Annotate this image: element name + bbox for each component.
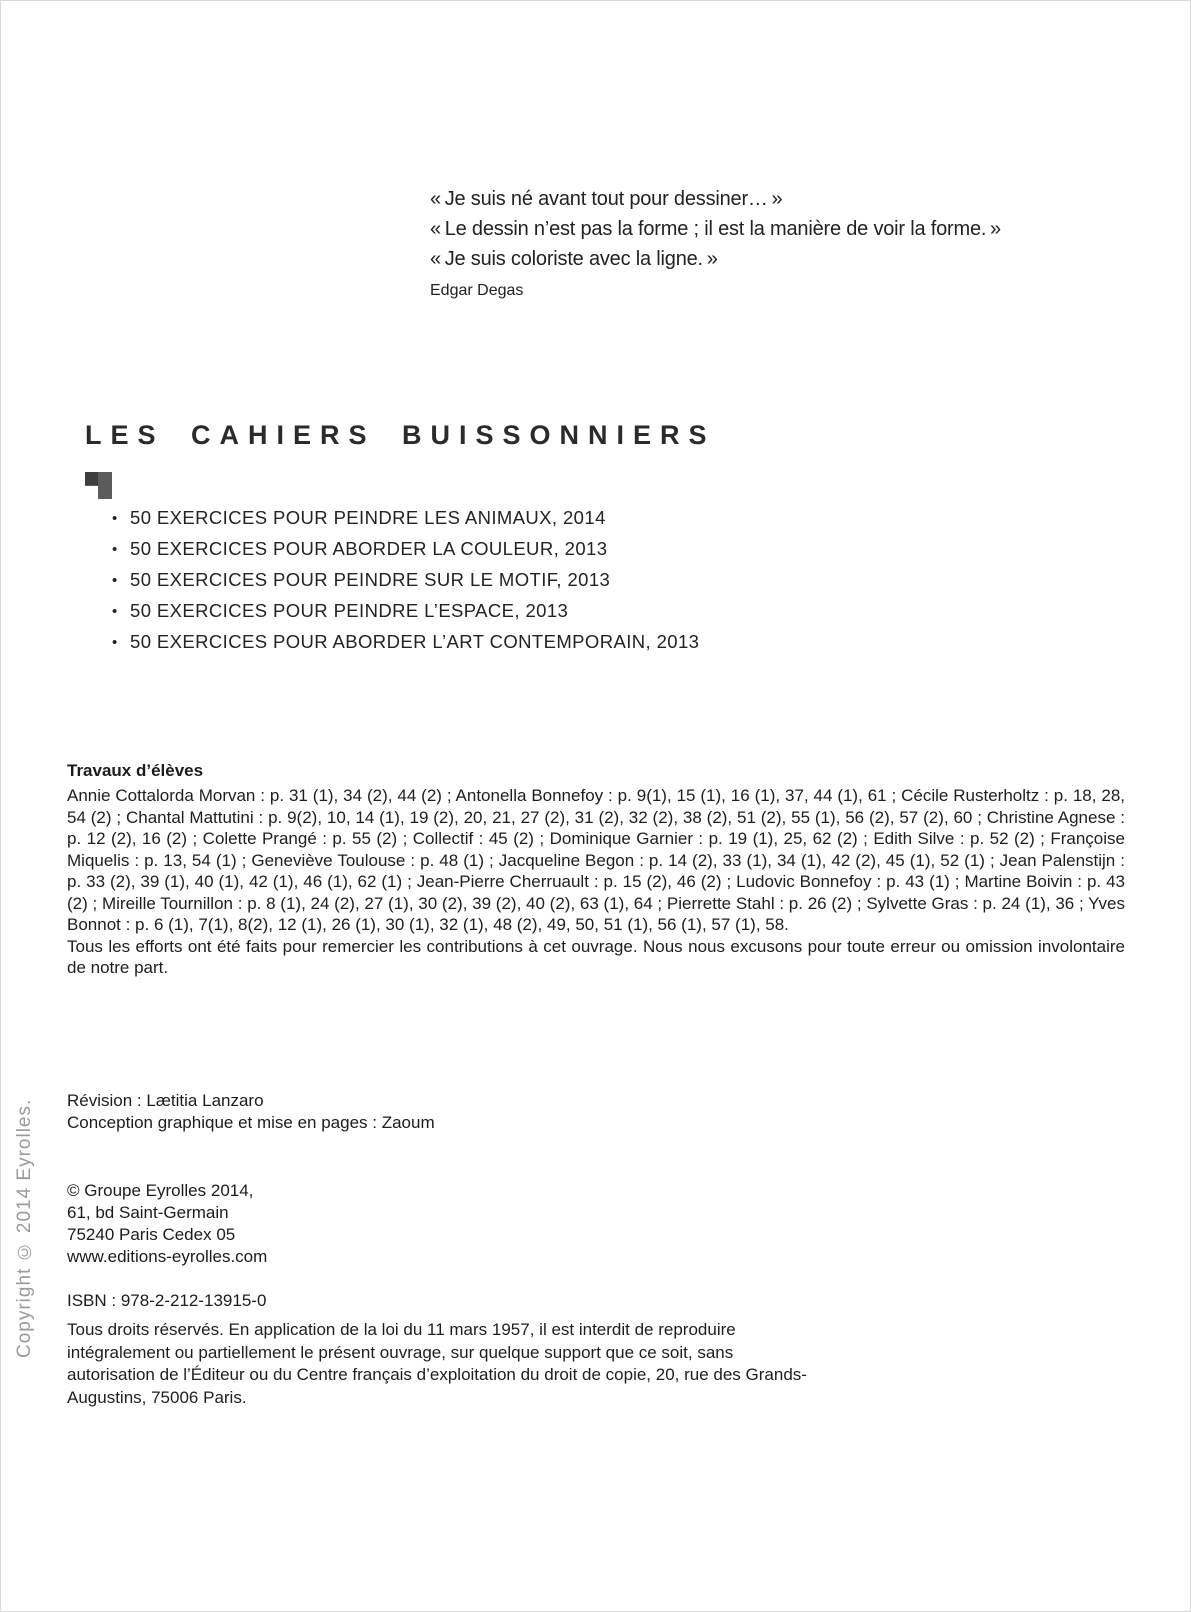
side-copyright-watermark: Copyright © 2014 Eyrolles. xyxy=(14,1098,35,1358)
quote-line-3: « Je suis coloriste avec la ligne. » xyxy=(430,248,718,270)
book-list-item xyxy=(112,565,699,596)
book-list xyxy=(112,503,699,658)
logo-notch-shape xyxy=(85,486,98,499)
publisher-block xyxy=(67,1180,267,1268)
book-title: 50 EXERCICES POUR PEINDRE LES ANIMAUX, 2014 xyxy=(130,507,606,528)
collection-title: LES CAHIERS BUISSONNIERS xyxy=(85,420,716,450)
bullet-icon: • xyxy=(112,572,118,589)
book-title: 50 EXERCICES POUR PEINDRE L’ESPACE, 2013 xyxy=(130,600,569,621)
epigraph-block xyxy=(430,184,1001,302)
publisher-address-line1: 61, bd Saint-Germain xyxy=(67,1203,229,1222)
bullet-icon: • xyxy=(112,603,118,620)
bullet-icon: • xyxy=(112,634,118,651)
book-title: 50 EXERCICES POUR ABORDER L’ART CONTEMPORAIN, 2013 xyxy=(130,631,700,652)
book-list-item xyxy=(112,534,699,565)
quote-line-2: « Le dessin n’est pas la forme ; il est la manière de voir la forme. » xyxy=(430,218,1001,240)
publisher-copyright: © Groupe Eyrolles 2014, xyxy=(67,1181,254,1200)
credits-heading: Travaux d’élèves xyxy=(67,761,204,780)
production-credits xyxy=(67,1090,435,1134)
publisher-address-line2: 75240 Paris Cedex 05 xyxy=(67,1225,236,1244)
quote-line-1: « Je suis né avant tout pour dessiner… » xyxy=(430,188,783,210)
isbn-line: ISBN : 978-2-212-13915-0 xyxy=(67,1291,267,1310)
bullet-icon: • xyxy=(112,541,118,558)
student-credits-section xyxy=(67,760,1125,979)
collection-logo-icon xyxy=(85,472,112,499)
publisher-website: www.editions-eyrolles.com xyxy=(67,1247,268,1266)
credits-body: Annie Cottalorda Morvan : p. 31 (1), 34 (2), 44 (2) ; Antonella Bonnefoy : p. 9(1), 15 (1), 16 (1), 37, 44 (1), 61 ; Cécile Rusterholtz : p. 18, 28, 54 (2) ; Chantal Mattutini : p. 9(2), 10, 14 (1), 19 (2), 20, 21, 27 (2), 31 (2), 32 (2), 38 (2), 51 (2), 55 (1), 56 (2), 57 (2), 60 ; Christine Agnese : p. 12 (2), 16 (2) ; Colette Prangé : p. 55 (2) ; Collectif : 45 (2) ; Dominique Garnier : p. 19 (1), 25, 62 (2) ; Edith Silve : p. 52 (2) ; Françoise Miquelis : p. 13, 54 (1) ; Geneviève Toulouse : p. 48 (1) ; Jacqueline Begon : p. 14 (2), 33 (1), 34 (1), 42 (2), 45 (1), 52 (1) ; Jean Palenstijn : p. 33 (2), 39 (1), 40 (1), 42 (1), 46 (1), 62 (1) ; Jean-Pierre Cherruault : p. 15 (2), 46 (2) ; Ludovic Bonnefoy : p. 43 (1) ; Martine Boivin : p. 43 (2) ; Mireille Tournillon : p. 8 (1), 24 (2), 27 (1), 30 (2), 39 (2), 40 (2), 63 (1), 64 ; Pierrette Stahl : p. 26 (2) ; Sylvette Gras : p. 24 (1), 36 ; Yves Bonnot : p. 6 (1), 7(1), 8(2), 12 (1), 26 (1), 30 (1), 32 (1), 48 (2), 49, 50, 51 (1), 56 (1), 57 (1), 58. xyxy=(67,786,1125,934)
quote-attribution: Edgar Degas xyxy=(430,282,524,299)
legal-block xyxy=(67,1290,812,1409)
book-title: 50 EXERCICES POUR ABORDER LA COULEUR, 2013 xyxy=(130,538,608,559)
design-credit: Conception graphique et mise en pages : Zaoum xyxy=(67,1113,435,1132)
book-list-item xyxy=(112,503,699,534)
book-list-item xyxy=(112,596,699,627)
rights-paragraph: Tous droits réservés. En application de la loi du 11 mars 1957, il est interdit de reproduire intégralement ou partiellement le présent ouvrage, sur quelque support que ce soit, sans autorisation de l’Éditeur ou du Centre français d’exploitation du droit de copie, 20, rue des Grands-Augustins, 75006 Paris. xyxy=(67,1320,807,1407)
revision-credit: Révision : Lætitia Lanzaro xyxy=(67,1091,264,1110)
book-title: 50 EXERCICES POUR PEINDRE SUR LE MOTIF, 2013 xyxy=(130,569,611,590)
book-list-item xyxy=(112,627,699,658)
credits-note: Tous les efforts ont été faits pour remercier les contributions à cet ouvrage. Nous nous excusons pour toute erreur ou omission involontaire de notre part. xyxy=(67,936,1125,977)
bullet-icon: • xyxy=(112,510,118,527)
